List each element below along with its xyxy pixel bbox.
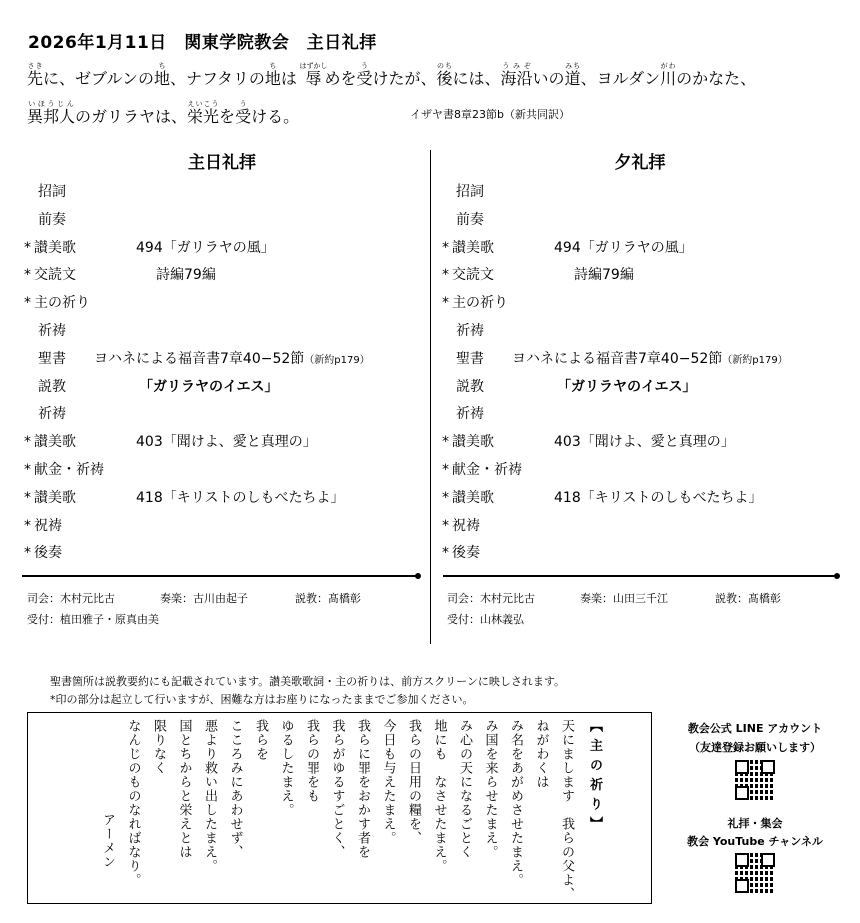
lords-prayer-line: 国とちからと栄えとは — [176, 719, 192, 859]
lords-prayer-line: 限りなく — [151, 719, 166, 775]
lords-prayer-line: 我らがゆるすごとく、 — [329, 719, 345, 859]
evening-order-item — [442, 237, 693, 257]
order-item-detail: 「ガリラヤのイエス」 — [139, 378, 279, 395]
morning-order-item — [24, 376, 279, 396]
lords-prayer-line: 我らを — [253, 719, 268, 761]
standing-mark: * — [24, 239, 31, 256]
order-item-label: 説教 — [456, 378, 484, 395]
lords-prayer-line: アーメン — [100, 813, 115, 869]
standing-mark: * — [442, 239, 449, 256]
notice-standing: *印の部分は起立して行いますが、困難な方はお座りになったままでご参加ください。 — [50, 693, 474, 706]
order-item-label: 讃美歌 — [34, 434, 76, 451]
order-item-detail: 418「キリストのしもべたちよ」 — [554, 489, 763, 506]
morning-order-item — [24, 237, 275, 257]
order-item-label: 祈祷 — [456, 323, 484, 339]
morning-staff-mc: 司会：木村元比古 — [27, 592, 115, 605]
morning-order-item — [24, 264, 216, 284]
order-item-label: 交読文 — [34, 267, 76, 284]
order-item-label: 招詞 — [38, 184, 66, 200]
order-item-detail-text: ヨハネによる福音書7章40−52節 — [512, 350, 723, 367]
evening-staff-divider — [443, 575, 837, 577]
order-item-detail-text: ヨハネによる福音書7章40−52節 — [94, 350, 305, 367]
column-divider — [430, 150, 431, 644]
order-item-label: 説教 — [38, 378, 66, 395]
notice-screen: 聖書箇所は説教要約にも記載されています。讃美歌歌詞・主の祈りは、前方スクリーンに映しされます。 — [50, 675, 566, 688]
lords-prayer-line: み国を来らせたまえ。 — [482, 719, 498, 859]
lords-prayer-line: 我らの罪をも — [304, 719, 319, 803]
order-item-label: 後奏 — [452, 545, 480, 562]
morning-order-item — [24, 348, 370, 368]
morning-order-item — [24, 403, 66, 423]
evening-order-item — [442, 320, 484, 340]
evening-order-item — [442, 376, 697, 396]
morning-order-item — [24, 515, 62, 535]
morning-order-item — [24, 542, 62, 562]
order-item-note: （新約p179） — [722, 354, 788, 366]
evening-order-item — [442, 181, 484, 201]
evening-service-column — [440, 140, 840, 580]
verse-line-2: 異邦人いほうじんのガリラヤは、栄光えいこうを受うける。 — [27, 100, 300, 126]
line-account-heading: 教会公式 LINE アカウント — [687, 722, 823, 735]
order-item-label: 聖書 — [456, 350, 484, 367]
order-item-label: 讃美歌 — [452, 489, 494, 506]
evening-order-item — [442, 403, 484, 423]
morning-service-column — [22, 140, 422, 580]
order-item-detail: 詩編79編 — [156, 267, 216, 284]
order-item-detail: 詩編79編 — [574, 267, 634, 284]
lords-prayer-line: み心の天になるごとく — [457, 719, 472, 859]
evening-service-title: 夕礼拝 — [614, 153, 666, 173]
standing-mark: * — [24, 545, 31, 562]
morning-staff-divider — [22, 575, 418, 577]
order-item-label: 主の祈り — [452, 295, 508, 312]
lords-prayer-line: み名をあがめさせたまえ。 — [508, 719, 523, 887]
order-item-label: 祈祷 — [38, 406, 66, 423]
order-item-label: 献金・祈祷 — [34, 462, 104, 478]
order-item-detail: 403「聞けよ、愛と真理の」 — [136, 434, 317, 451]
lords-prayer-line: こころみにあわせず、 — [227, 719, 243, 859]
morning-service-title: 主日礼拝 — [188, 153, 256, 173]
order-item-note: （新約p179） — [304, 354, 370, 366]
order-item-label: 後奏 — [34, 545, 62, 562]
order-item-label: 献金・祈祷 — [452, 462, 522, 478]
order-item-detail: 418「キリストのしもべたちよ」 — [136, 489, 345, 506]
lords-prayer-line: 我らの日用の糧を、 — [406, 719, 421, 845]
morning-order-item — [24, 209, 66, 229]
evening-order-item — [442, 348, 788, 368]
morning-order-item — [24, 181, 66, 201]
evening-order-item — [442, 487, 763, 507]
morning-staff-organist: 奏楽：古川由起子 — [160, 592, 248, 605]
standing-mark: * — [442, 517, 449, 534]
evening-order-item — [442, 542, 480, 562]
order-item-label: 讃美歌 — [452, 434, 494, 451]
lords-prayer-line: ゆるしたまえ。 — [278, 719, 294, 817]
lords-prayer-line: 悪より救い出したまえ。 — [202, 719, 217, 873]
evening-order-item — [442, 292, 508, 312]
lords-prayer-title: 【 主 の 祈 り 】 — [587, 719, 602, 831]
morning-staff-preacher: 説教：髙橋彰 — [295, 592, 361, 605]
morning-order-item — [24, 487, 345, 507]
lords-prayer-line: 地にも なさせたまえ。 — [431, 719, 447, 873]
order-item-label: 祈祷 — [456, 406, 484, 423]
line-qr-code-icon[interactable] — [735, 760, 775, 800]
standing-mark: * — [442, 462, 449, 478]
page-title: 2026年1月11日 関東学院教会 主日礼拝 — [28, 33, 377, 53]
order-item-label: 招詞 — [456, 184, 484, 200]
evening-order-item — [442, 264, 634, 284]
order-item-label: 祈祷 — [38, 323, 66, 339]
order-item-detail — [512, 348, 788, 368]
order-item-label: 聖書 — [38, 350, 66, 367]
lords-prayer-line: 我らに罪をおかす者を — [355, 719, 370, 859]
standing-mark: * — [442, 545, 449, 562]
standing-mark: * — [24, 489, 31, 506]
order-item-label: 前奏 — [38, 211, 66, 228]
youtube-qr-code-icon[interactable] — [735, 853, 775, 893]
standing-mark: * — [442, 267, 449, 284]
morning-order-item — [24, 431, 317, 451]
standing-mark: * — [442, 489, 449, 506]
lords-prayer-line: 今日も与えたまえ。 — [380, 719, 396, 845]
order-item-detail: 494「ガリラヤの風」 — [554, 239, 693, 256]
youtube-channel-sub: 教会 YouTube チャンネル — [687, 835, 823, 848]
standing-mark: * — [24, 434, 31, 451]
order-item-label: 祝祷 — [34, 517, 62, 534]
standing-mark: * — [442, 295, 449, 312]
evening-staff-mc: 司会：木村元比古 — [447, 592, 535, 605]
standing-mark: * — [24, 295, 31, 312]
evening-order-item — [442, 459, 522, 479]
standing-mark: * — [24, 462, 31, 478]
morning-order-item — [24, 459, 104, 479]
standing-mark: * — [24, 517, 31, 534]
evening-order-item — [442, 209, 484, 229]
order-item-label: 主の祈り — [34, 295, 90, 312]
order-item-detail: 494「ガリラヤの風」 — [136, 239, 275, 256]
youtube-heading: 礼拝・集会 — [727, 817, 783, 830]
standing-mark: * — [442, 434, 449, 451]
order-item-detail: 「ガリラヤのイエス」 — [557, 378, 697, 395]
morning-order-item — [24, 320, 66, 340]
evening-order-item — [442, 431, 735, 451]
order-item-label: 祝祷 — [452, 517, 480, 534]
morning-order-item — [24, 292, 90, 312]
verse-line-1: 先さきに、ゼブルンの地ち、ナフタリの地ちは 辱はずかしめを受うけたが、後のちには、海沿うみぞいの道みち、ヨルダン川がわのかなた、 — [27, 62, 757, 88]
order-item-label: 讃美歌 — [452, 239, 494, 256]
order-item-label: 讃美歌 — [34, 489, 76, 506]
line-account-sub: （友達登録お願いします） — [689, 741, 821, 754]
order-item-label: 交読文 — [452, 267, 494, 284]
lords-prayer-line: 天にまします 我らの父よ、 — [559, 719, 574, 901]
order-item-detail: 403「聞けよ、愛と真理の」 — [554, 434, 735, 451]
evening-staff-preacher: 説教：髙橋彰 — [715, 592, 781, 605]
morning-staff-reception: 受付：植田雅子・原真由美 — [27, 613, 159, 626]
evening-order-item — [442, 515, 480, 535]
lords-prayer-line: ねがわくは — [533, 719, 549, 789]
standing-mark: * — [24, 267, 31, 284]
evening-staff-reception: 受付：山林義弘 — [447, 613, 524, 626]
order-item-label: 前奏 — [456, 211, 484, 228]
evening-staff-organist: 奏楽：山田三千江 — [580, 592, 668, 605]
verse-reference: イザヤ書8章23節b（新共同訳） — [410, 108, 570, 121]
order-item-label: 讃美歌 — [34, 239, 76, 256]
lords-prayer-line: なんじのものなればなり。 — [125, 719, 141, 887]
lords-prayer-box — [27, 712, 652, 904]
order-item-detail — [94, 348, 370, 368]
